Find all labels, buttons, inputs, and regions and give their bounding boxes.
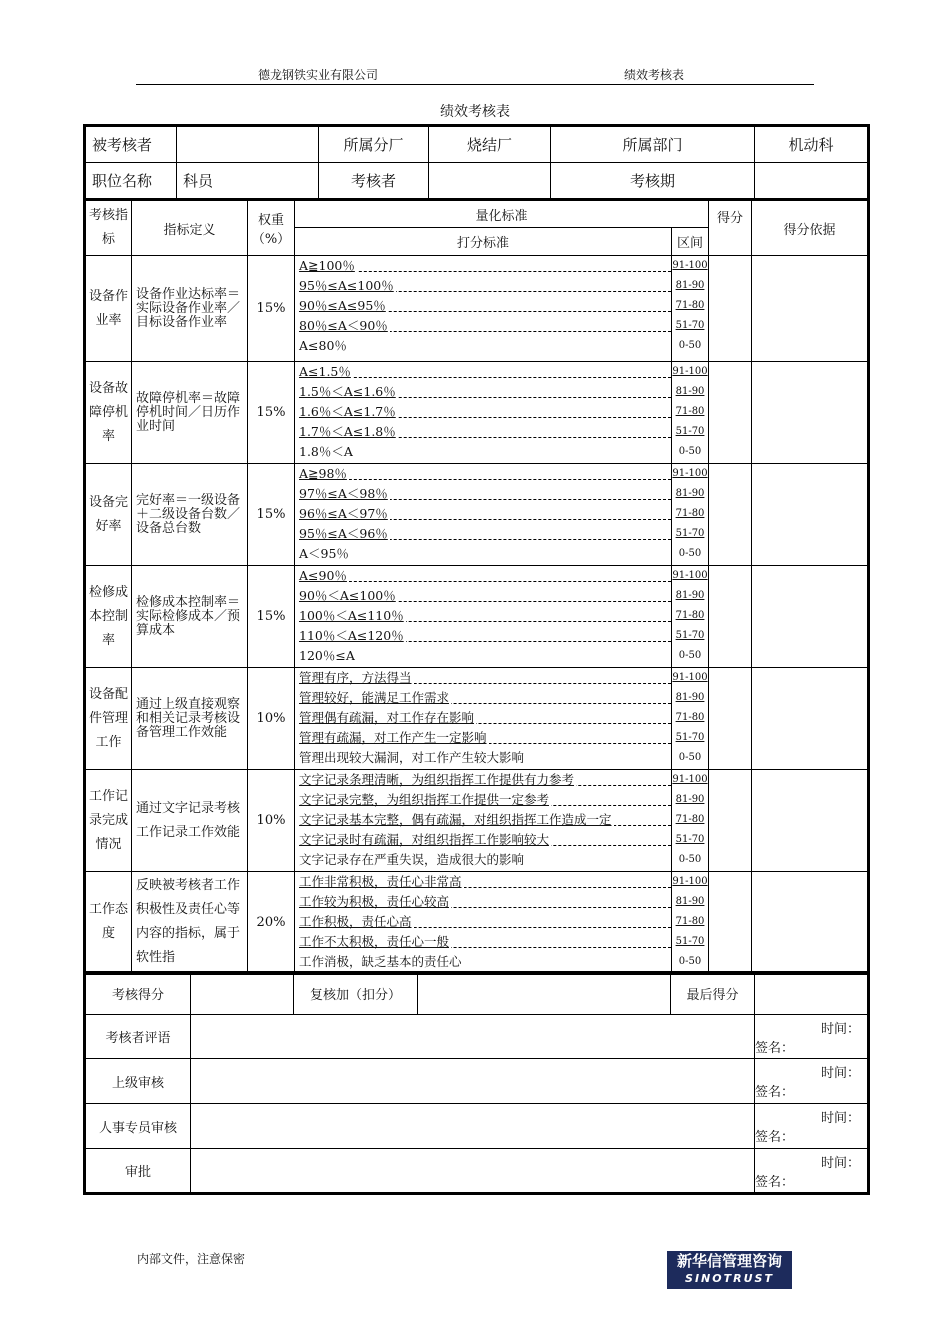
basis-cell[interactable] xyxy=(752,872,869,974)
indicator-weight: 15% xyxy=(248,464,295,566)
range-column xyxy=(672,872,709,974)
range-value xyxy=(672,606,708,626)
range-value xyxy=(672,316,708,336)
col-basis-header: 得分依据 xyxy=(752,200,869,256)
standard-line xyxy=(295,336,671,356)
standard-line xyxy=(295,606,671,626)
indicator-row xyxy=(85,566,869,668)
score-cell[interactable] xyxy=(709,256,752,362)
info-table xyxy=(83,124,870,201)
indicator-name: 设备作业率 xyxy=(85,256,132,362)
standard-line xyxy=(295,708,671,728)
range-text: 51-70 xyxy=(675,936,705,947)
standard-line xyxy=(295,362,671,382)
standard-text: 工作积极，责任心高 xyxy=(299,914,412,929)
range-value xyxy=(672,688,708,708)
signoff-time-sign[interactable] xyxy=(755,1015,869,1059)
range-value xyxy=(672,748,708,768)
standard-text: 管理有序，方法得当 xyxy=(299,670,412,685)
signoff-label: 考核者评语 xyxy=(85,1015,191,1059)
standard-line xyxy=(295,626,671,646)
indicator-weight: 10% xyxy=(248,668,295,770)
document-title: 绩效考核表 xyxy=(440,104,510,120)
standard-line xyxy=(295,464,671,484)
scoring-standards xyxy=(295,668,672,770)
range-value xyxy=(672,296,708,316)
range-text: 71-80 xyxy=(675,508,705,519)
standard-text: 工作消极，缺乏基本的责任心 xyxy=(299,954,462,969)
indicator-row xyxy=(85,872,869,974)
time-label: 时间： xyxy=(821,1066,861,1081)
standard-line xyxy=(295,688,671,708)
range-value xyxy=(672,484,708,504)
range-text: 91-100 xyxy=(672,468,708,479)
range-value xyxy=(672,850,708,870)
range-column xyxy=(672,668,709,770)
dept-label: 所属部门 xyxy=(551,126,755,163)
range-text: 91-100 xyxy=(672,876,708,887)
standard-text: 110％＜A≤120％ xyxy=(299,628,404,643)
signoff-time-sign[interactable] xyxy=(755,1059,869,1104)
indicator-name: 检修成本控制率 xyxy=(85,566,132,668)
examiner-field[interactable] xyxy=(429,163,551,200)
signoff-time-sign[interactable] xyxy=(755,1149,869,1194)
range-value xyxy=(672,872,708,892)
indicator-name: 设备配件管理工作 xyxy=(85,668,132,770)
standard-text: 工作不太积极，责任心一般 xyxy=(299,934,450,949)
basis-cell[interactable] xyxy=(752,770,869,872)
col-quant-header: 量化标准 xyxy=(295,200,709,228)
basis-cell[interactable] xyxy=(752,566,869,668)
range-text: 0-50 xyxy=(678,854,702,865)
range-column xyxy=(672,256,709,362)
standard-line xyxy=(295,872,671,892)
standard-text: A≧100％ xyxy=(299,258,355,273)
standard-line xyxy=(295,566,671,586)
range-text: 0-50 xyxy=(678,548,702,559)
range-value xyxy=(672,770,708,790)
range-text: 0-50 xyxy=(678,956,702,967)
page-header xyxy=(136,66,814,85)
indicator-weight: 20% xyxy=(248,872,295,974)
final-label: 最后得分 xyxy=(671,972,755,1015)
range-column xyxy=(672,566,709,668)
range-text: 81-90 xyxy=(675,794,705,805)
range-value xyxy=(672,276,708,296)
scoring-standards xyxy=(295,566,672,668)
standard-line xyxy=(295,296,671,316)
standard-line xyxy=(295,770,671,790)
range-text: 51-70 xyxy=(675,732,705,743)
standard-text: A≧98％ xyxy=(299,466,347,481)
standard-line xyxy=(295,728,671,748)
standard-text: 97％≤A＜98％ xyxy=(299,486,388,501)
standard-text: 管理偶有疏漏，对工作存在影响 xyxy=(299,710,475,725)
standard-text: 96％≤A＜97％ xyxy=(299,506,388,521)
signoff-comment-field[interactable] xyxy=(191,1104,755,1149)
indicator-row xyxy=(85,770,869,872)
signoff-table xyxy=(83,971,870,1195)
time-label: 时间： xyxy=(821,1021,861,1037)
company-name: 德龙钢铁实业有限公司 xyxy=(258,68,379,82)
sign-label: 签名： xyxy=(755,1040,795,1056)
basis-cell[interactable] xyxy=(752,256,869,362)
range-column xyxy=(672,362,709,464)
range-value xyxy=(672,402,708,422)
indicator-definition: 通过上级直接观察和相关记录考核设备管理工作效能 xyxy=(132,668,248,770)
range-value xyxy=(672,586,708,606)
range-value xyxy=(672,728,708,748)
indicator-definition: 检修成本控制率＝实际检修成本／预算成本 xyxy=(132,566,248,668)
standard-line xyxy=(295,810,671,830)
review-label: 复核加（扣分） xyxy=(294,972,418,1015)
standard-line xyxy=(295,256,671,276)
standard-line xyxy=(295,912,671,932)
range-value xyxy=(672,952,708,972)
standard-text: A≤1.5％ xyxy=(299,364,351,379)
score-cell[interactable] xyxy=(709,668,752,770)
footer-note: 内部文件，注意保密 xyxy=(137,1252,246,1266)
scoring-standards xyxy=(295,464,672,566)
standard-text: 1.8％＜A xyxy=(299,444,353,459)
standard-text: 90％＜A≤100％ xyxy=(299,588,396,603)
standard-text: A≤80％ xyxy=(299,338,347,353)
range-text: 51-70 xyxy=(675,630,705,641)
basis-cell[interactable] xyxy=(752,362,869,464)
signoff-row xyxy=(85,1059,869,1104)
standard-line xyxy=(295,484,671,504)
indicator-name: 工作态度 xyxy=(85,872,132,974)
range-value xyxy=(672,362,708,382)
range-value xyxy=(672,912,708,932)
indicator-definition: 通过文字记录考核工作记录工作效能 xyxy=(132,770,248,872)
range-text: 71-80 xyxy=(675,406,705,417)
standard-text: 文字记录存在严重失误，造成很大的影响 xyxy=(299,852,525,867)
logo-cn: 新华信管理咨询 xyxy=(676,1252,782,1270)
standard-line xyxy=(295,850,671,870)
standard-line xyxy=(295,586,671,606)
logo-en: SINOTRUST xyxy=(685,1272,774,1285)
scoring-standards xyxy=(295,872,672,974)
signoff-row xyxy=(85,1149,869,1194)
range-text: 71-80 xyxy=(675,814,705,825)
range-text: 81-90 xyxy=(675,386,705,397)
range-value xyxy=(672,932,708,952)
sign-label: 签名： xyxy=(755,1085,795,1100)
score-cell[interactable] xyxy=(709,566,752,668)
range-value xyxy=(672,810,708,830)
range-text: 81-90 xyxy=(675,280,705,291)
indicator-definition: 反映被考核者工作积极性及责任心等内容的指标，属于软性指 xyxy=(132,872,248,974)
standard-text: 1.7％＜A≤1.8％ xyxy=(299,424,396,439)
sinotrust-logo xyxy=(667,1251,792,1289)
indicator-definition: 故障停机率＝故障停机时间／日历作业时间 xyxy=(132,362,248,464)
standard-text: 管理有疏漏，对工作产生一定影响 xyxy=(299,730,487,745)
review-field[interactable] xyxy=(418,972,671,1015)
range-text: 51-70 xyxy=(675,528,705,539)
range-value xyxy=(672,544,708,564)
indicator-weight: 15% xyxy=(248,362,295,464)
range-text: 81-90 xyxy=(675,488,705,499)
position-label: 职位名称 xyxy=(85,163,177,200)
scoring-standards xyxy=(295,362,672,464)
indicator-row xyxy=(85,256,869,362)
standard-line xyxy=(295,504,671,524)
standard-text: 95％≤A＜96％ xyxy=(299,526,388,541)
scoring-standards xyxy=(295,256,672,362)
range-text: 91-100 xyxy=(672,366,708,377)
signoff-label: 审批 xyxy=(85,1149,191,1194)
standard-line xyxy=(295,952,671,972)
range-text: 0-50 xyxy=(678,650,702,661)
dept-field[interactable]: 机动科 xyxy=(755,126,869,163)
indicator-row xyxy=(85,464,869,566)
range-value xyxy=(672,504,708,524)
range-text: 0-50 xyxy=(678,752,702,763)
standard-line xyxy=(295,646,671,666)
standard-text: 工作非常积极，责任心非常高 xyxy=(299,874,462,889)
range-text: 51-70 xyxy=(675,834,705,845)
scoring-standards xyxy=(295,770,672,872)
range-text: 71-80 xyxy=(675,916,705,927)
standard-text: 文字记录时有疏漏，对组织指挥工作影响较大 xyxy=(299,832,550,847)
indicator-row xyxy=(85,668,869,770)
range-text: 91-100 xyxy=(672,774,708,785)
indicator-name: 设备故障停机率 xyxy=(85,362,132,464)
standard-line xyxy=(295,668,671,688)
range-value xyxy=(672,382,708,402)
range-text: 91-100 xyxy=(672,260,708,271)
range-text: 51-70 xyxy=(675,426,705,437)
sign-label: 签名： xyxy=(755,1174,795,1190)
range-value xyxy=(672,646,708,666)
signoff-comment-field[interactable] xyxy=(191,1059,755,1104)
range-value xyxy=(672,626,708,646)
col-scoring-header: 打分标准 xyxy=(295,228,672,256)
range-value xyxy=(672,566,708,586)
range-column xyxy=(672,770,709,872)
score-cell[interactable] xyxy=(709,770,752,872)
standard-line xyxy=(295,790,671,810)
standard-text: 100％＜A≤110％ xyxy=(299,608,404,623)
standard-text: 90％≤A≤95％ xyxy=(299,298,386,313)
examinee-field[interactable] xyxy=(177,126,319,163)
indicator-weight: 15% xyxy=(248,566,295,668)
score-field[interactable] xyxy=(191,972,294,1015)
range-value xyxy=(672,668,708,688)
range-value xyxy=(672,892,708,912)
indicator-name: 设备完好率 xyxy=(85,464,132,566)
examinee-label: 被考核者 xyxy=(85,126,177,163)
indicator-definition: 设备作业达标率＝实际设备作业率／目标设备作业率 xyxy=(132,256,248,362)
col-score-header: 得分 xyxy=(709,200,752,256)
standard-line xyxy=(295,442,671,462)
standard-line xyxy=(295,382,671,402)
standard-text: 工作较为积极，责任心较高 xyxy=(299,894,450,909)
examiner-label: 考核者 xyxy=(319,163,429,200)
col-weight-header: 权重（%） xyxy=(248,200,295,256)
range-value xyxy=(672,464,708,484)
range-column xyxy=(672,464,709,566)
range-text: 0-50 xyxy=(678,446,702,457)
score-cell[interactable] xyxy=(709,362,752,464)
range-value xyxy=(672,790,708,810)
range-text: 81-90 xyxy=(675,692,705,703)
col-definition-header: 指标定义 xyxy=(132,200,248,256)
range-value xyxy=(672,524,708,544)
standard-line xyxy=(295,316,671,336)
score-cell[interactable] xyxy=(709,872,752,974)
range-text: 91-100 xyxy=(672,672,708,683)
indicator-weight: 15% xyxy=(248,256,295,362)
basis-cell[interactable] xyxy=(752,668,869,770)
standard-text: 文字记录条理清晰，为组织指挥工作提供有力参考 xyxy=(299,772,575,787)
range-value xyxy=(672,422,708,442)
kpi-table xyxy=(83,198,870,975)
standard-text: 95％≤A≤100％ xyxy=(299,278,394,293)
standard-line xyxy=(295,748,671,768)
standard-text: 1.5％＜A≤1.6％ xyxy=(299,384,396,399)
range-text: 81-90 xyxy=(675,896,705,907)
signoff-row xyxy=(85,1104,869,1149)
time-label: 时间： xyxy=(821,1155,861,1171)
range-text: 71-80 xyxy=(675,712,705,723)
standard-line xyxy=(295,524,671,544)
score-label: 考核得分 xyxy=(85,972,191,1015)
score-cell[interactable] xyxy=(709,464,752,566)
range-value xyxy=(672,336,708,356)
range-text: 71-80 xyxy=(675,300,705,311)
period-label: 考核期 xyxy=(551,163,755,200)
range-text: 0-50 xyxy=(678,340,702,351)
standard-text: 管理较好，能满足工作需求 xyxy=(299,690,450,705)
range-text: 51-70 xyxy=(675,320,705,331)
standard-text: 1.6％＜A≤1.7％ xyxy=(299,404,396,419)
branch-label: 所属分厂 xyxy=(319,126,429,163)
range-text: 91-100 xyxy=(672,570,708,581)
signoff-row xyxy=(85,1015,869,1059)
standard-text: 管理出现较大漏洞，对工作产生较大影响 xyxy=(299,750,525,765)
range-value xyxy=(672,442,708,462)
signoff-label: 人事专员审核 xyxy=(85,1104,191,1149)
range-text: 81-90 xyxy=(675,590,705,601)
standard-line xyxy=(295,422,671,442)
position-field[interactable]: 科员 xyxy=(177,163,319,200)
standard-line xyxy=(295,830,671,850)
signoff-label: 上级审核 xyxy=(85,1059,191,1104)
standard-line xyxy=(295,892,671,912)
range-value xyxy=(672,708,708,728)
signoff-comment-field[interactable] xyxy=(191,1149,755,1194)
indicator-weight: 10% xyxy=(248,770,295,872)
range-value xyxy=(672,256,708,276)
range-text: 71-80 xyxy=(675,610,705,621)
sign-label: 签名： xyxy=(755,1130,795,1145)
standard-text: 文字记录基本完整，偶有疏漏，对组织指挥工作造成一定 xyxy=(299,812,612,827)
standard-text: A＜95％ xyxy=(299,546,349,561)
indicator-definition: 完好率＝一级设备＋二级设备台数／设备总台数 xyxy=(132,464,248,566)
standard-line xyxy=(295,402,671,422)
branch-field[interactable]: 烧结厂 xyxy=(429,126,551,163)
standard-line xyxy=(295,276,671,296)
standard-line xyxy=(295,544,671,564)
indicator-name: 工作记录完成情况 xyxy=(85,770,132,872)
col-range-header: 区间 xyxy=(672,228,709,256)
time-label: 时间： xyxy=(821,1111,861,1126)
period-field[interactable] xyxy=(755,163,869,200)
standard-line xyxy=(295,932,671,952)
standard-text: 80％≤A＜90％ xyxy=(299,318,388,333)
header-doc-type: 绩效考核表 xyxy=(624,68,685,82)
standard-text: 文字记录完整，为组织指挥工作提供一定参考 xyxy=(299,792,550,807)
final-field[interactable] xyxy=(755,972,869,1015)
indicator-row xyxy=(85,362,869,464)
signoff-comment-field[interactable] xyxy=(191,1015,755,1059)
col-indicator-header: 考核指标 xyxy=(85,200,132,256)
signoff-time-sign[interactable] xyxy=(755,1104,869,1149)
basis-cell[interactable] xyxy=(752,464,869,566)
range-value xyxy=(672,830,708,850)
standard-text: A≤90％ xyxy=(299,568,347,583)
standard-text: 120％≤A xyxy=(299,648,355,663)
